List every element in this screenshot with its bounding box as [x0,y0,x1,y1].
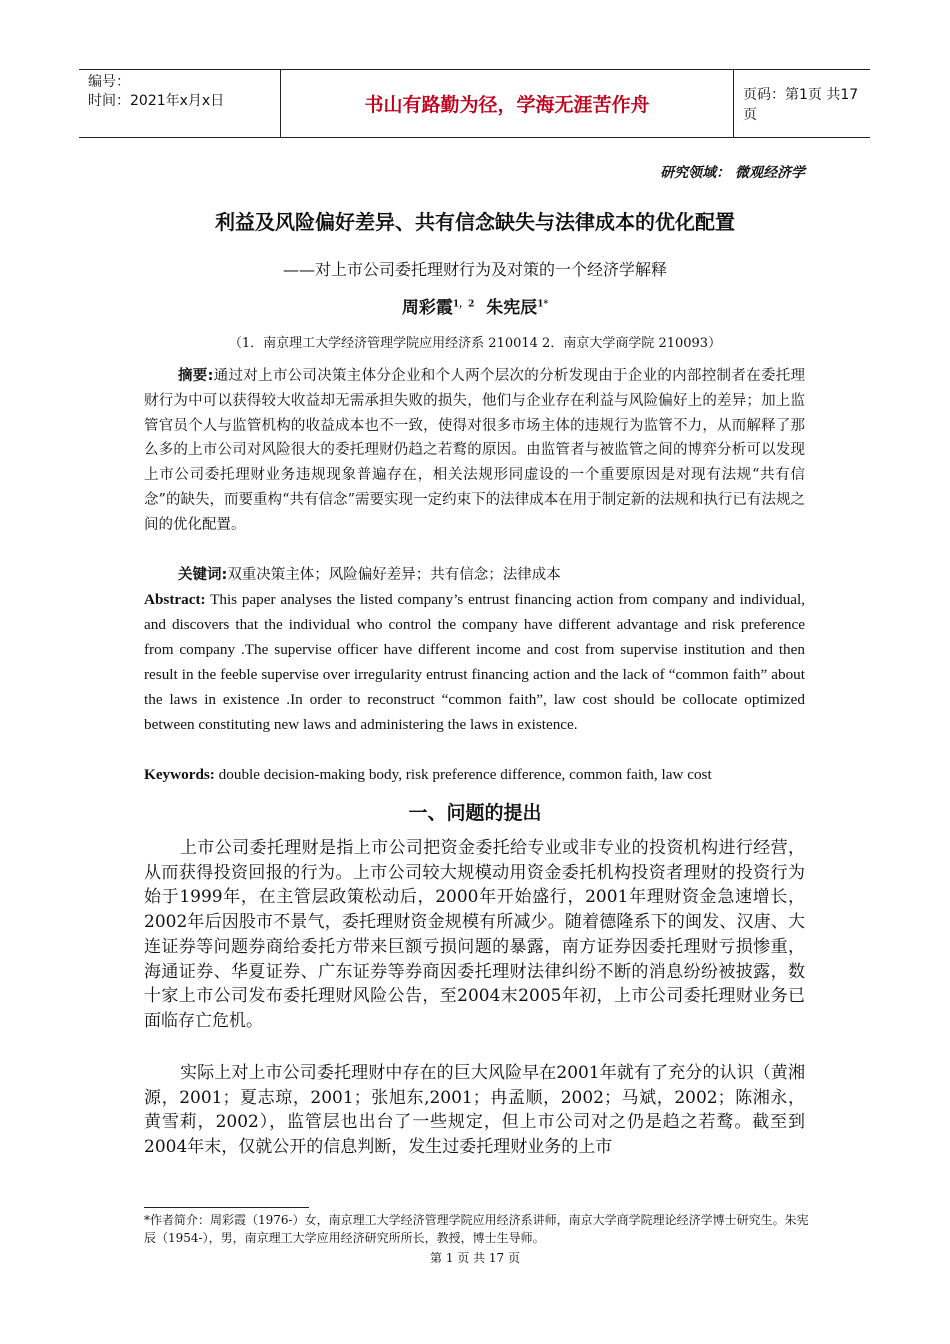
author-2-affil: 1* [537,299,549,310]
abstract-cn-text: 通过对上市公司决策主体分企业和个人两个层次的分析发现由于企业的内部控制者在委托理财行为中可以获得较大收益却无需承担失败的损失，他们与企业存在利益与风险偏好上的差异；加上监管官员个人与监管机构的收益成本也不一致，使得对很多市场主体的违规行为监管不力，从而解释了那么多的上市公司对风险很大的委托理财仍趋之若鹜的原因。由监管者与被监管之间的博弈分析可以发现上市公司委托理财业务违规现象普遍存在，相关法规形同虚设的一个重要原因是对现有法规“共有信念”的缺失，而要重构“共有信念”需要实现一定约束下的法律成本在用于制定新的法规和执行已有法规之间的优化配置。 [144,368,805,533]
body-paragraph-2: 实际上对上市公司委托理财中存在的巨大风险早在2001年就有了充分的认识（黄湘源，2001；夏志琼，2001；张旭东,2001；冉孟顺，2002；马斌，2002；陈湘永，黄雪莉，2002），监管层也出台了一些规定，但上市公司对之仍是趋之若鹜。截至到2004年末，仅就公开的信息判断，发生过委托理财业务的上市 [144,1063,805,1158]
keywords-en-text: double decision-making body, risk preference difference, common faith, law cost [214,766,712,783]
keywords-cn [144,563,805,588]
affiliation: （1．南京理工大学经济管理学院应用经济系 210014 2．南京大学商学院 210093） [228,336,722,351]
abstract-en-text: This paper analyses the listed company’s entrust financing action from company and individual, and discovers that the individual who control the company have different advantage and risk preference from company .The supervise officer have different income and cost from supervise institution and then result in the feeble supervise over irregularity entrust financing action and the lack of “common faith” about the laws in existence .In order to reconstruct “common faith”, law cost should be collocate optimized between constituting new laws and administering the laws in existence. [144,591,805,733]
paper-title: 利益及风险偏好差异、共有信念缺失与法律成本的优化配置 [215,210,735,234]
header-page-info: 页码：第1页 共17页 [743,86,859,123]
keywords-en [144,762,805,787]
footnote-divider [144,1207,309,1208]
page-number: 第 1 页 共 17 页 [430,1251,520,1265]
body-paragraph-1: 上市公司委托理财是指上市公司把资金委托给专业或非专业的投资机构进行经营，从而获得投资回报的行为。上市公司较大规模动用资金委托机构投资者理财的投资行为始于1999年，在主管层政策松动后，2000年开始盛行，2001年理财资金急速增长，2002年后因股市不景气，委托理财资金规模有所减少。随着德隆系下的闽发、汉唐、大连证券等问题券商给委托方带来巨额亏损问题的暴露，南方证券因委托理财亏损惨重，海通证券、华夏证券、广东证券等券商因委托理财法律纠纷不断的消息纷纷被披露，数十家上市公司发布委托理财风险公告，至2004末2005年初，上市公司委托理财业务已面临存亡危机。 [144,838,805,1031]
author-1: 周彩霞 [401,298,453,318]
authors [0,293,950,318]
abstract-cn [144,364,805,538]
abstract-en [144,587,805,737]
keywords-cn-label: 关键词: [178,567,228,583]
keywords-en-label: Keywords: [144,766,215,783]
time-label: 时间：2021年x月x日 [88,93,225,109]
footnote: *作者简介：周彩霞（1976-）女，南京理工大学经济管理学院应用经济系讲师，南京大学商学院理论经济学博士研究生。朱宪辰（1954-），男，南京理工大学应用经济研究所所长，教授，博士生导师。 [144,1213,809,1245]
header-motto: 书山有路勤为径，学海无涯苦作舟 [281,70,734,137]
number-label: 编号： [88,74,130,90]
paper-subtitle: ——对上市公司委托理财行为及对策的一个经济学解释 [282,260,667,279]
header-table [79,69,870,138]
section-heading: 一、问题的提出 [408,802,542,824]
author-2: 朱宪辰 [486,298,538,318]
keywords-cn-text: 双重决策主体；风险偏好差异；共有信念；法律成本 [227,567,561,583]
author-1-affil: 1，2 [452,299,475,310]
header-meta-cell [79,70,281,137]
research-field: 研究领域： 微观经济学 [660,165,805,181]
abstract-en-label: Abstract: [144,591,206,608]
abstract-cn-label: 摘要: [178,368,214,384]
